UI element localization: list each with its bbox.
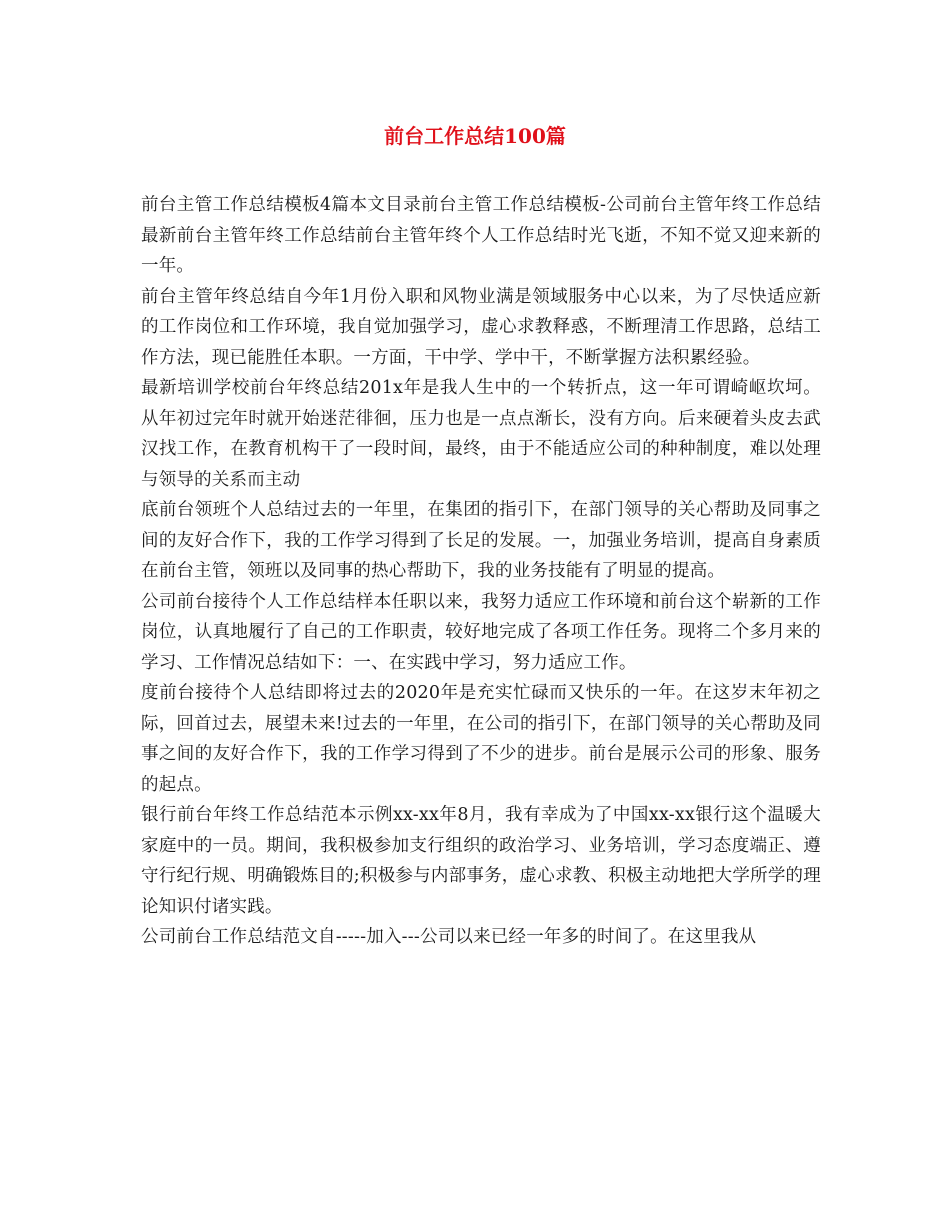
paragraph-4: 底前台领班个人总结过去的一年里，在集团的指引下，在部门领导的关心帮助及同事之间的友好合作下，我的工作学习得到了长足的发展。一，加强业务培训，提高自身素质在前台主管，领班以及同事的热心帮助下，我的业务技能有了明显的提高。 (141, 500, 821, 581)
paragraph-2: 前台主管年终总结自今年1月份入职和风物业满是领域服务中心以来，为了尽快适应新的工作岗位和工作环境，我自觉加强学习，虚心求教释惑，不断理清工作思路，总结工作方法，现已能胜任本职。一方面，干中学、学中干，不断掌握方法积累经验。 (141, 286, 821, 368)
paragraph-1: 前台主管工作总结模板4篇本文目录前台主管工作总结模板-公司前台主管年终工作总结最新前台主管年终工作总结前台主管年终个人工作总结时光飞逝，不知不觉又迎来新的一年。 (141, 195, 821, 276)
paragraph-7: 银行前台年终工作总结范本示例xx-xx年8月，我有幸成为了中国xx-xx银行这个温暖大家庭中的一员。期间，我积极参加支行组织的政治学习、业务培训，学习态度端正、遵守行纪行规、明确锻炼目的;积极参与内部事务，虚心求教、积极主动地把大学所学的理论知识付诸实践。 (141, 805, 821, 917)
paragraph-8: 公司前台工作总结范文自-----加入---公司以来已经一年多的时间了。在这里我从 (141, 927, 757, 947)
paragraph-5: 公司前台接待个人工作总结样本任职以来，我努力适应工作环境和前台这个崭新的工作岗位，认真地履行了自己的工作职责，较好地完成了各项工作任务。现将二个多月来的学习、工作情况总结如下：一、在实践中学习，努力适应工作。 (141, 591, 821, 673)
document-body (141, 190, 821, 953)
document-title: 前台工作总结100篇 (384, 124, 566, 148)
paragraph-3: 最新培训学校前台年终总结201x年是我人生中的一个转折点，这一年可谓崎岖坎坷。从年初过完年时就开始迷茫徘徊，压力也是一点点渐长，没有方向。后来硬着头皮去武汉找工作，在教育机构干了一段时间，最终，由于不能适应公司的种种制度，难以处理与领导的关系而主动 (141, 378, 821, 490)
paragraph-6: 度前台接待个人总结即将过去的2020年是充实忙碌而又快乐的一年。在这岁末年初之际，回首过去，展望未来!过去的一年里，在公司的指引下，在部门领导的关心帮助及同事之间的友好合作下，我的工作学习得到了不少的进步。前台是展示公司的形象、服务的起点。 (141, 683, 821, 795)
